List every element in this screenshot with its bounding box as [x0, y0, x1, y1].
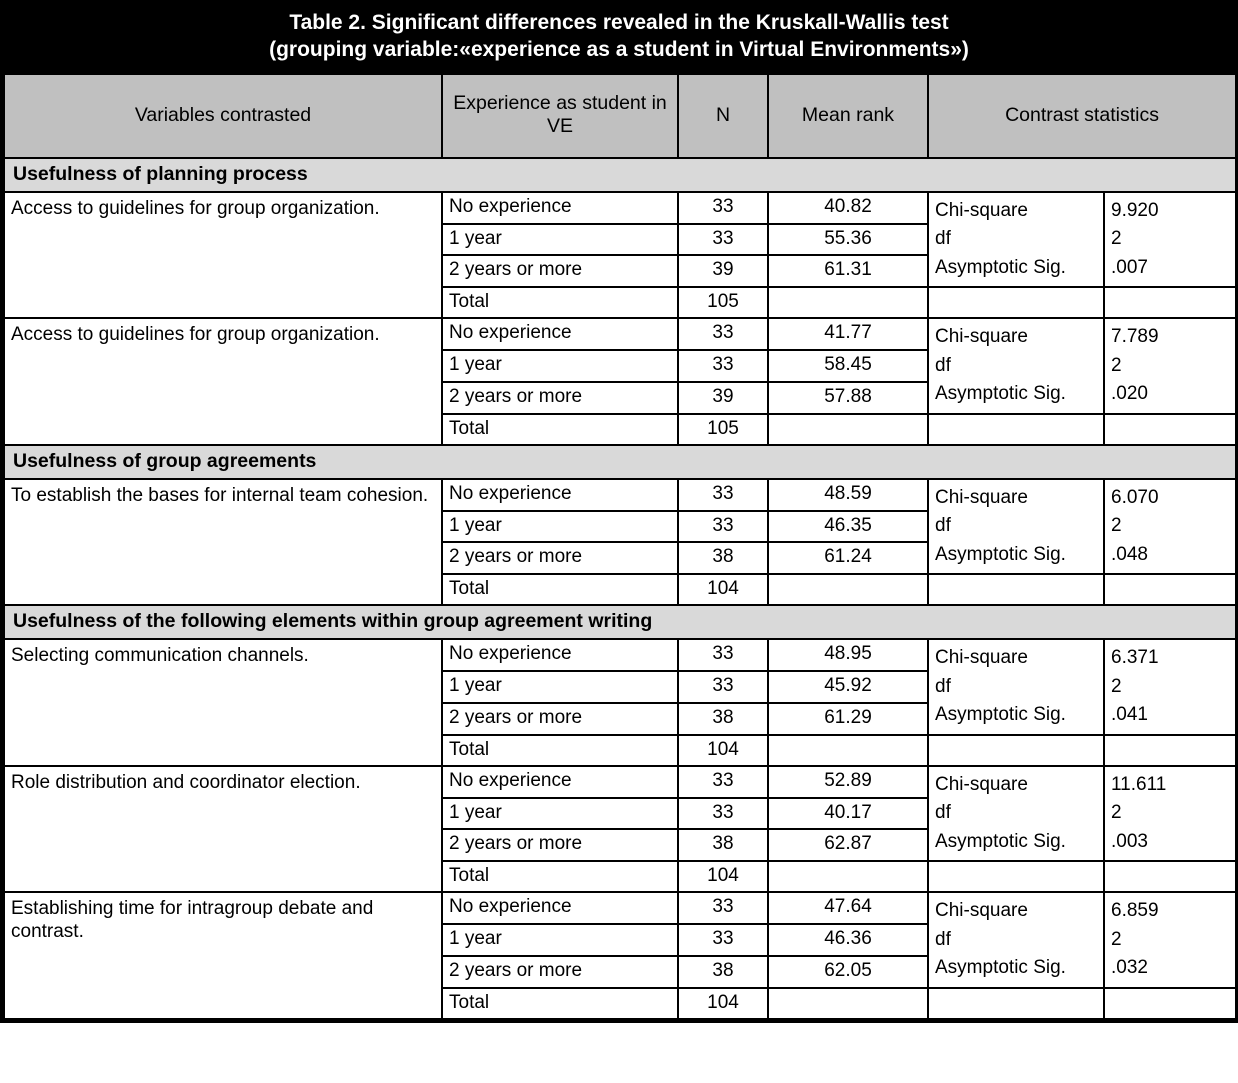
table-row	[4, 479, 1236, 511]
statistic-labels-empty-cell	[928, 735, 1104, 766]
table-row	[4, 639, 1236, 671]
table-body	[4, 158, 1236, 1019]
chi-square-value: 6.070	[1111, 486, 1159, 508]
mean-rank-cell: 62.87	[768, 829, 928, 861]
statistic-values-empty-cell	[1104, 735, 1236, 766]
n-cell: 33	[678, 639, 768, 671]
statistic-values-cell	[1104, 192, 1236, 288]
experience-group-cell: No experience	[442, 892, 678, 924]
column-header-experience: Experience as student in VE	[442, 74, 678, 158]
mean-rank-cell: 55.36	[768, 224, 928, 256]
chi-square-label: Chi-square	[935, 647, 1028, 669]
experience-group-cell: No experience	[442, 192, 678, 224]
mean-rank-cell: 62.05	[768, 956, 928, 988]
n-cell: 33	[678, 671, 768, 703]
experience-group-cell: 2 years or more	[442, 829, 678, 861]
n-cell: 39	[678, 382, 768, 414]
n-cell: 33	[678, 192, 768, 224]
asymptotic-sig-label: Asymptotic Sig.	[935, 383, 1066, 405]
n-cell: 33	[678, 892, 768, 924]
asymptotic-sig-label: Asymptotic Sig.	[935, 957, 1066, 979]
df-value: 2	[1111, 675, 1122, 697]
n-cell: 104	[678, 861, 768, 892]
experience-group-cell: Total	[442, 414, 678, 445]
asymptotic-sig-label: Asymptotic Sig.	[935, 830, 1066, 852]
chi-square-value: 11.611	[1111, 773, 1167, 795]
table-row	[4, 892, 1236, 924]
mean-rank-cell	[768, 574, 928, 605]
variable-contrasted-cell: Access to guidelines for group organization.	[4, 192, 442, 319]
mean-rank-cell: 46.35	[768, 511, 928, 543]
statistic-labels-empty-cell	[928, 574, 1104, 605]
n-cell: 39	[678, 255, 768, 287]
df-label: df	[935, 515, 951, 537]
experience-group-cell: 1 year	[442, 798, 678, 830]
chi-square-label: Chi-square	[935, 326, 1028, 348]
section-heading: Usefulness of group agreements	[4, 445, 1236, 479]
experience-group-cell: Total	[442, 988, 678, 1019]
statistic-values-cell	[1104, 892, 1236, 988]
variable-contrasted-cell: To establish the bases for internal team cohesion.	[4, 479, 442, 606]
experience-group-cell: 2 years or more	[442, 542, 678, 574]
section-heading: Usefulness of the following elements within group agreement writing	[4, 605, 1236, 639]
experience-group-cell: Total	[442, 574, 678, 605]
variable-contrasted-cell: Selecting communication channels.	[4, 639, 442, 766]
column-header-contrast-statistics: Contrast statistics	[928, 74, 1236, 158]
mean-rank-cell	[768, 414, 928, 445]
table-row	[4, 192, 1236, 224]
section-heading: Usefulness of planning process	[4, 158, 1236, 192]
mean-rank-cell: 58.45	[768, 350, 928, 382]
chi-square-label: Chi-square	[935, 900, 1028, 922]
n-cell: 38	[678, 703, 768, 735]
chi-square-value: 7.789	[1111, 326, 1159, 348]
experience-group-cell: 2 years or more	[442, 382, 678, 414]
mean-rank-cell: 61.31	[768, 255, 928, 287]
chi-square-label: Chi-square	[935, 773, 1028, 795]
experience-group-cell: 2 years or more	[442, 956, 678, 988]
df-label: df	[935, 928, 951, 950]
statistic-values-cell	[1104, 639, 1236, 735]
table-title-line-1: Table 2. Significant differences revealed in the Kruskall-Wallis test	[289, 11, 949, 34]
n-cell: 104	[678, 988, 768, 1019]
n-cell: 33	[678, 798, 768, 830]
variable-contrasted-cell: Establishing time for intragroup debate and contrast.	[4, 892, 442, 1019]
n-cell: 38	[678, 542, 768, 574]
n-cell: 104	[678, 574, 768, 605]
table-title-line-2: (grouping variable:«experience as a student in Virtual Environments»)	[269, 37, 969, 61]
mean-rank-cell: 40.17	[768, 798, 928, 830]
mean-rank-cell: 61.29	[768, 703, 928, 735]
table-row	[4, 318, 1236, 350]
asymptotic-sig-label: Asymptotic Sig.	[935, 543, 1066, 565]
table-row	[4, 766, 1236, 798]
n-cell: 38	[678, 829, 768, 861]
section-heading-row	[4, 445, 1236, 479]
mean-rank-cell: 61.24	[768, 542, 928, 574]
statistic-values-cell	[1104, 318, 1236, 414]
statistic-labels-cell	[928, 192, 1104, 288]
mean-rank-cell: 48.95	[768, 639, 928, 671]
mean-rank-cell: 40.82	[768, 192, 928, 224]
n-cell: 33	[678, 318, 768, 350]
table-title	[0, 0, 1238, 73]
experience-group-cell: Total	[442, 735, 678, 766]
mean-rank-cell	[768, 861, 928, 892]
experience-group-cell: Total	[442, 861, 678, 892]
statistic-values-empty-cell	[1104, 287, 1236, 318]
variable-contrasted-cell: Access to guidelines for group organization.	[4, 318, 442, 445]
n-cell: 33	[678, 511, 768, 543]
asymptotic-sig-value: .003	[1111, 830, 1148, 852]
experience-group-cell: No experience	[442, 766, 678, 798]
column-header-mean-rank: Mean rank	[768, 74, 928, 158]
chi-square-value: 6.859	[1111, 900, 1159, 922]
mean-rank-cell: 57.88	[768, 382, 928, 414]
n-cell: 105	[678, 287, 768, 318]
chi-square-value: 9.920	[1111, 199, 1159, 221]
asymptotic-sig-label: Asymptotic Sig.	[935, 256, 1066, 278]
statistic-labels-empty-cell	[928, 861, 1104, 892]
n-cell: 105	[678, 414, 768, 445]
asymptotic-sig-label: Asymptotic Sig.	[935, 704, 1066, 726]
asymptotic-sig-value: .041	[1111, 704, 1148, 726]
df-value: 2	[1111, 802, 1122, 824]
header-row	[4, 74, 1236, 158]
df-label: df	[935, 354, 951, 376]
df-label: df	[935, 675, 951, 697]
n-cell: 33	[678, 924, 768, 956]
asymptotic-sig-value: .032	[1111, 957, 1148, 979]
experience-group-cell: 2 years or more	[442, 703, 678, 735]
statistic-labels-empty-cell	[928, 988, 1104, 1019]
experience-group-cell: No experience	[442, 318, 678, 350]
mean-rank-cell: 46.36	[768, 924, 928, 956]
statistic-values-empty-cell	[1104, 988, 1236, 1019]
experience-group-cell: 1 year	[442, 671, 678, 703]
experience-group-cell: 1 year	[442, 924, 678, 956]
mean-rank-cell: 48.59	[768, 479, 928, 511]
mean-rank-cell	[768, 735, 928, 766]
column-header-n: N	[678, 74, 768, 158]
chi-square-label: Chi-square	[935, 486, 1028, 508]
mean-rank-cell	[768, 287, 928, 318]
n-cell: 33	[678, 350, 768, 382]
mean-rank-cell: 52.89	[768, 766, 928, 798]
section-heading-row	[4, 158, 1236, 192]
experience-group-cell: Total	[442, 287, 678, 318]
statistic-values-empty-cell	[1104, 414, 1236, 445]
statistic-labels-empty-cell	[928, 414, 1104, 445]
statistic-values-cell	[1104, 766, 1236, 862]
chi-square-label: Chi-square	[935, 199, 1028, 221]
kruskall-wallis-table	[3, 73, 1237, 1020]
experience-group-cell: 1 year	[442, 224, 678, 256]
df-label: df	[935, 228, 951, 250]
df-value: 2	[1111, 928, 1122, 950]
table-header	[4, 74, 1236, 158]
mean-rank-cell: 47.64	[768, 892, 928, 924]
n-cell: 104	[678, 735, 768, 766]
df-label: df	[935, 802, 951, 824]
n-cell: 38	[678, 956, 768, 988]
column-header-variables: Variables contrasted	[4, 74, 442, 158]
statistic-labels-cell	[928, 639, 1104, 735]
statistic-values-empty-cell	[1104, 861, 1236, 892]
results-table-container	[0, 73, 1238, 1023]
n-cell: 33	[678, 224, 768, 256]
experience-group-cell: 1 year	[442, 511, 678, 543]
asymptotic-sig-value: .007	[1111, 256, 1148, 278]
statistic-values-empty-cell	[1104, 574, 1236, 605]
experience-group-cell: No experience	[442, 639, 678, 671]
mean-rank-cell: 45.92	[768, 671, 928, 703]
statistic-labels-cell	[928, 766, 1104, 862]
mean-rank-cell: 41.77	[768, 318, 928, 350]
experience-group-cell: 1 year	[442, 350, 678, 382]
df-value: 2	[1111, 228, 1122, 250]
chi-square-value: 6.371	[1111, 647, 1159, 669]
asymptotic-sig-value: .020	[1111, 383, 1148, 405]
experience-group-cell: 2 years or more	[442, 255, 678, 287]
statistic-values-cell	[1104, 479, 1236, 575]
experience-group-cell: No experience	[442, 479, 678, 511]
n-cell: 33	[678, 479, 768, 511]
n-cell: 33	[678, 766, 768, 798]
mean-rank-cell	[768, 988, 928, 1019]
asymptotic-sig-value: .048	[1111, 543, 1148, 565]
statistic-labels-cell	[928, 318, 1104, 414]
variable-contrasted-cell: Role distribution and coordinator election.	[4, 766, 442, 893]
df-value: 2	[1111, 354, 1122, 376]
statistic-labels-cell	[928, 479, 1104, 575]
statistic-labels-empty-cell	[928, 287, 1104, 318]
df-value: 2	[1111, 515, 1122, 537]
statistic-labels-cell	[928, 892, 1104, 988]
section-heading-row	[4, 605, 1236, 639]
